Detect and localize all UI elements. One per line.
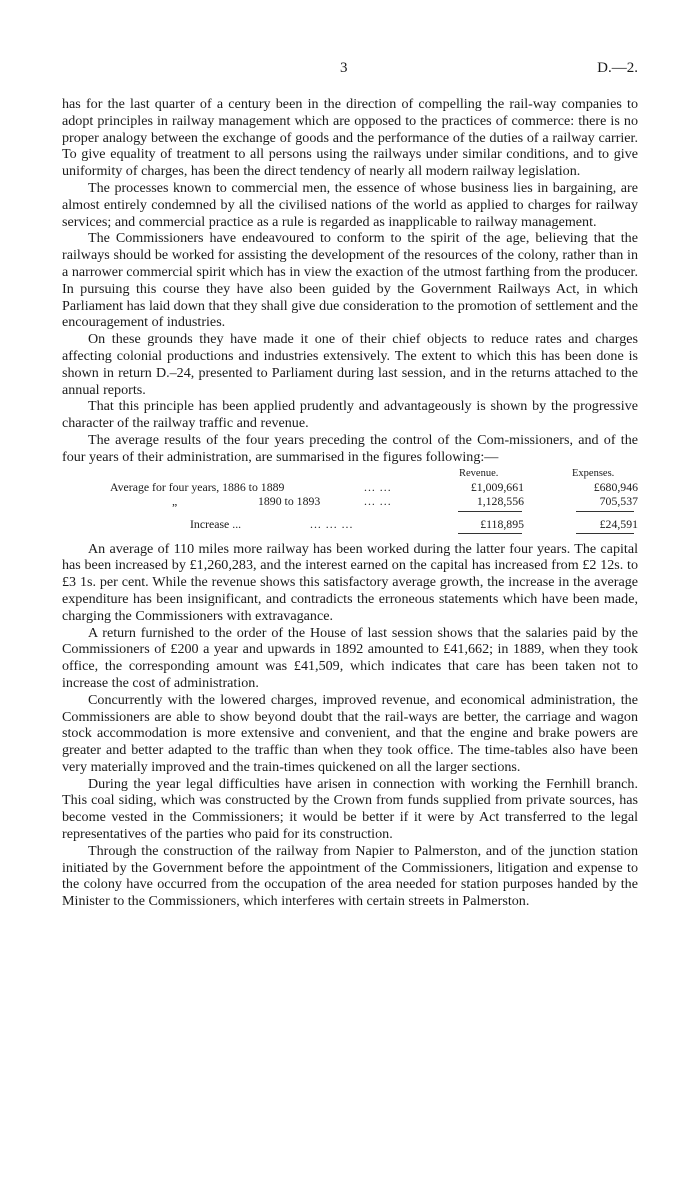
sum-rule xyxy=(458,511,522,512)
revenue-value: £118,895 xyxy=(480,516,524,531)
row-label: 1890 to 1893 xyxy=(258,493,321,508)
paragraph: During the year legal difficulties have arisen in connection with working the Fernhill branch. This coal siding, which was constructed by the Crown from funds supplied from private sources, has become vested in the Commissioners; it would be better if it were by Act transferred to the legal representatives of the parties who paid for its construction. xyxy=(62,775,638,843)
expenses-value: £24,591 xyxy=(599,516,638,531)
table-row-total xyxy=(62,517,638,531)
paragraph: Through the construction of the railway from Napier to Palmerston, and of the junction station initiated by the Government before the appointment of the Commissioners, litigation and expense to the colony have occurred from the occupation of the area needed for station purposes handed by the Minister to the Commissioners, which interferes with certain streets in Palmerston. xyxy=(62,842,638,910)
paragraph: An average of 110 miles more railway has been worked during the latter four years. The capital has been increased by £1,260,283, and the interest earned on the capital has increased from £2 12s. to £3 1s. per cent. While the revenue shows this satisfactory average growth, the increase in the average expenditure has been insignificant, and contradicts the erroneous statements which have been made, charging the Commissioners with extravagance. xyxy=(62,540,638,624)
ditto-mark: „ xyxy=(172,493,178,508)
leader-dots: ... ... xyxy=(364,493,392,508)
table-row xyxy=(62,494,638,508)
leader-dots: ... ... xyxy=(364,479,392,494)
expenses-value: £680,946 xyxy=(593,479,638,494)
paragraph: On these grounds they have made it one of their chief objects to reduce rates and charges affecting colonial productions and industries extensively. The extent to which this has been done is shown in return D.–24, presented to Parliament during last session, and in the returns attached to the annual reports. xyxy=(62,331,638,398)
paragraph: The Commissioners have endeavoured to conform to the spirit of the age, believing that the railways should be worked for assisting the development of the resources of the colony, rather than in a narrower commercial spirit which has in view the exaction of the utmost farthing from the producer. In pursuing this course they have also been guided by the Government Railways Act, in which Parliament has laid down that they shall give due consideration to the promotion of settlement and the encouragement of industries. xyxy=(62,230,638,331)
paragraph: Concurrently with the lowered charges, improved revenue, and economical administration, the Commissioners are able to show beyond doubt that the rail-ways are better, the carriage and wagon stock accommodation is more extensive and convenient, and that the engine and brake powers are greater and better adapted to the traffic than when they took office. The time-tables also have been very materially improved and the train-times quickened on all the larger sections. xyxy=(62,691,638,775)
revenue-value: £1,009,661 xyxy=(470,479,524,494)
sum-rule xyxy=(576,533,634,534)
row-label: Average for four years, 1886 to 1889 xyxy=(110,479,285,494)
revenue-value: 1,128,556 xyxy=(476,493,524,508)
document-reference: D.—2. xyxy=(597,60,638,76)
paragraph: The processes known to commercial men, the essence of whose business lies in bargaining, are almost entirely condemned by all the civilised nations of the world as applied to charges for railway services; and commercial practice as a rule is regarded as inapplicable to railway management. xyxy=(62,179,638,230)
paragraph: A return furnished to the order of the House of last session shows that the salaries paid by the Commissioners of £200 a year and upwards in 1892 amounted to £41,662; in 1889, when they took office, the corresponding amount was £41,509, which indicates that care has been taken not to increase the cost of administration. xyxy=(62,624,638,691)
expenses-value: 705,537 xyxy=(599,493,638,508)
sum-rule xyxy=(458,533,522,534)
page-number: 3 xyxy=(340,60,348,76)
revenue-expenses-table xyxy=(62,467,638,539)
leader-dots: ... ... ... xyxy=(310,516,354,531)
column-header-expenses: Expenses. xyxy=(572,467,615,479)
paragraph: That this principle has been applied prudently and advantageously is shown by the progressive character of the railway traffic and revenue. xyxy=(62,398,638,432)
sum-rule xyxy=(576,511,634,512)
column-header-revenue: Revenue. xyxy=(459,467,499,479)
table-row xyxy=(62,480,638,494)
row-label: Increase ... xyxy=(190,516,242,531)
paragraph: The average results of the four years preceding the control of the Com-missioners, and of the four years of their administration, are summarised in the figures following:— xyxy=(62,431,638,465)
page-body xyxy=(62,96,638,910)
page-header xyxy=(62,60,638,80)
paragraph: has for the last quarter of a century been in the direction of compelling the rail-way companies to adopt principles in railway management which are opposed to the practices of commerce: there is no proper analogy between the exchange of goods and the performance of the duties of a railway carrier. To give equality of treatment to all persons using the railways under similar conditions, and to give uniformity of charges, has been the direct tendency of nearly all modern railway legislation. xyxy=(62,96,638,180)
